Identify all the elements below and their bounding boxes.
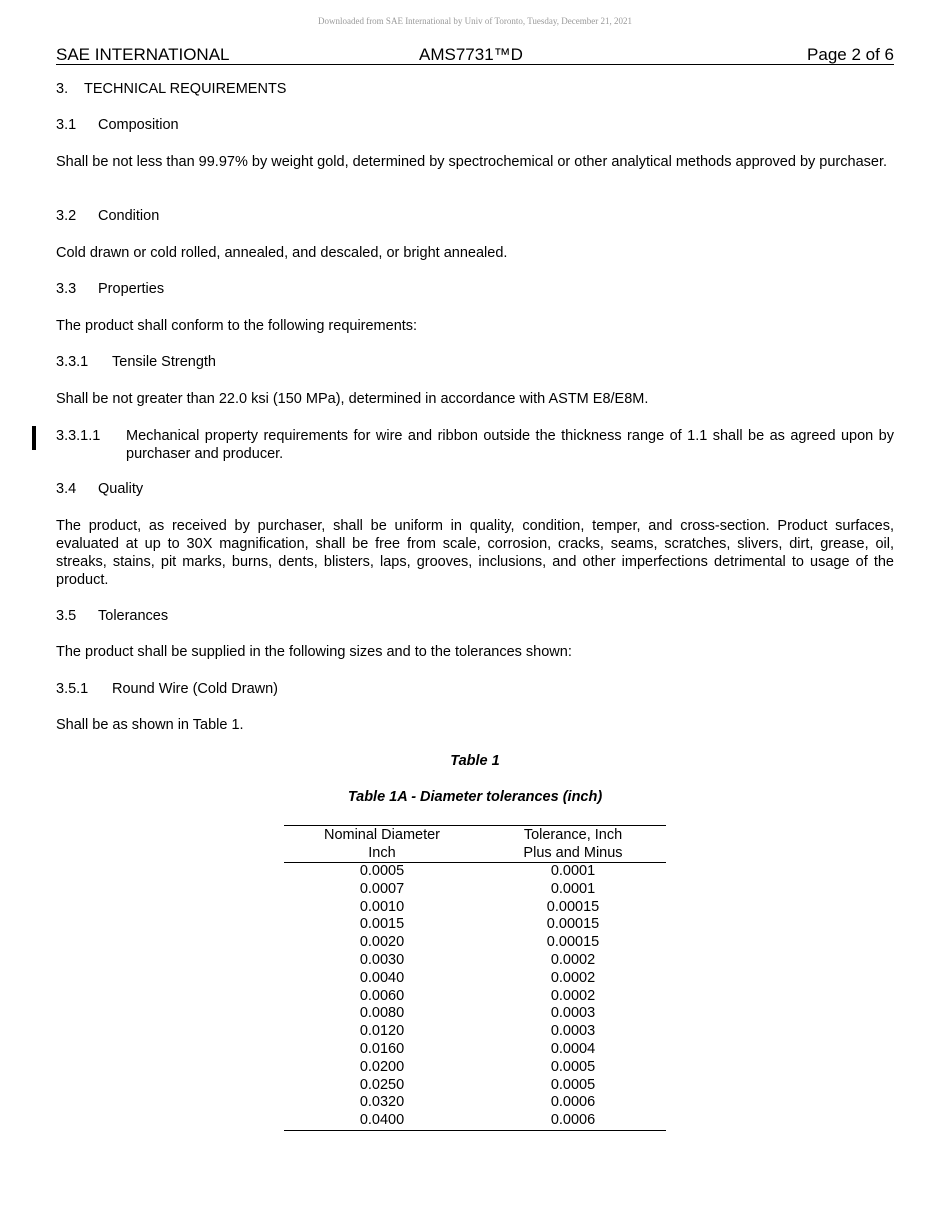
header-line: Inch: [368, 845, 396, 861]
table-row: [284, 1005, 666, 1023]
cell-tolerance: 0.0005: [550, 1058, 596, 1075]
download-watermark: Downloaded from SAE International by Univ of Toronto, Tuesday, December 21, 2021: [317, 16, 633, 26]
table-row: [284, 1112, 666, 1130]
table-row: [284, 952, 666, 970]
header-page-number: Page 2 of 6: [807, 45, 894, 64]
section-3-3-heading: [56, 280, 894, 298]
section-3-2-text: Cold drawn or cold rolled, annealed, and descaled, or bright annealed.: [56, 245, 508, 261]
section-3-1-heading: [56, 116, 894, 134]
section-number: 3.5.1: [56, 681, 89, 697]
cell-tolerance: 0.0002: [550, 987, 596, 1004]
section-3-5-text: The product shall be supplied in the following sizes and to the tolerances shown:: [56, 644, 572, 660]
table-row: [284, 881, 666, 899]
cell-tolerance: 0.0002: [550, 969, 596, 986]
section-3-5-1-heading: [56, 680, 894, 698]
header-doc-id: AMS7731™D: [419, 45, 523, 64]
section-3-3-1-1-text: Mechanical property requirements for wire and ribbon outside the thickness range of 1.1 shall be as agreed upon by purchaser and producer.: [126, 428, 894, 462]
section-3-heading: [56, 80, 894, 98]
table-row: [284, 1094, 666, 1112]
table-row: [284, 988, 666, 1006]
column-header-tolerance: [480, 826, 666, 863]
column-header-nominal-diameter: [284, 826, 480, 863]
cell-nominal-diameter: 0.0120: [359, 1023, 405, 1040]
table-subcaption: Table 1A - Diameter tolerances (inch): [347, 789, 603, 805]
page-header: [56, 45, 894, 65]
section-3-5-1-text: Shall be as shown in Table 1.: [56, 717, 244, 733]
section-3-4-heading: [56, 480, 894, 498]
cell-nominal-diameter: 0.0030: [359, 951, 405, 968]
cell-tolerance: 0.0003: [550, 1005, 596, 1022]
cell-tolerance: 0.00015: [546, 898, 600, 915]
section-3-3-1-heading: [56, 353, 894, 371]
cell-nominal-diameter: 0.0007: [359, 880, 405, 897]
cell-nominal-diameter: 0.0040: [359, 969, 405, 986]
table-row: [284, 1023, 666, 1041]
cell-nominal-diameter: 0.0160: [359, 1040, 405, 1057]
cell-tolerance: 0.0006: [480, 1112, 666, 1130]
cell-tolerance: 0.0004: [550, 1040, 596, 1057]
cell-nominal-diameter: 0.0015: [359, 916, 405, 933]
section-number: 3.4: [56, 481, 77, 497]
section-title: Quality: [98, 481, 144, 497]
header-line: Tolerance, Inch: [523, 827, 623, 843]
cell-nominal-diameter: 0.0020: [359, 934, 405, 951]
section-number: 3.3: [56, 281, 77, 297]
cell-nominal-diameter: 0.0200: [359, 1058, 405, 1075]
cell-tolerance: 0.0006: [550, 1094, 596, 1111]
section-title: Condition: [98, 208, 160, 224]
section-number: 3.2: [56, 208, 77, 224]
section-3-4-text: The product, as received by purchaser, shall be uniform in quality, condition, temper, and cross-section. Product surfaces, evaluated at up to 30X magnification, shall be free from scale, corrosion, cracks, seams, scratches, slivers, dirt, grease, oil, streaks, stains, pit marks, burns, dents, blisters, laps, grooves, inclusions, and other imperfections detrimental to usage of the product.: [56, 518, 894, 588]
section-title: Composition: [98, 117, 179, 133]
section-3-3-1-1: [56, 427, 894, 463]
table-row: [284, 899, 666, 917]
section-title: Tensile Strength: [112, 354, 216, 370]
table-row: [284, 934, 666, 952]
revision-change-bar: [32, 426, 36, 450]
table-caption: Table 1: [450, 753, 500, 769]
cell-tolerance: 0.0005: [550, 1076, 596, 1093]
table-header-row: [284, 826, 666, 863]
header-line: Plus and Minus: [523, 845, 623, 861]
section-number: 3.: [56, 81, 69, 97]
section-3-2-heading: [56, 207, 894, 225]
section-title: Tolerances: [98, 608, 169, 624]
diameter-tolerance-table: [284, 825, 666, 1131]
cell-nominal-diameter: 0.0005: [359, 863, 405, 879]
table-row: [284, 863, 666, 881]
cell-tolerance: 0.0003: [550, 1023, 596, 1040]
table-row: [284, 916, 666, 934]
cell-tolerance: 0.0002: [550, 951, 596, 968]
section-title: Properties: [98, 281, 165, 297]
table-row: [284, 1041, 666, 1059]
cell-tolerance: 0.0001: [550, 863, 596, 879]
section-number: 3.1: [56, 117, 77, 133]
cell-nominal-diameter: 0.0320: [359, 1094, 405, 1111]
cell-nominal-diameter: 0.0010: [359, 898, 405, 915]
cell-nominal-diameter: 0.0060: [359, 987, 405, 1004]
section-number: 3.3.1.1: [56, 428, 101, 444]
table-row: [284, 1077, 666, 1095]
section-title: TECHNICAL REQUIREMENTS: [84, 81, 287, 97]
section-3-1-text: Shall be not less than 99.97% by weight gold, determined by spectrochemical or other analytical methods approved by purchaser.: [56, 154, 888, 170]
section-3-3-text: The product shall conform to the following requirements:: [56, 318, 418, 334]
cell-tolerance: 0.00015: [546, 916, 600, 933]
header-org: SAE INTERNATIONAL: [56, 45, 230, 64]
section-number: 3.3.1: [56, 354, 89, 370]
cell-nominal-diameter: 0.0250: [359, 1076, 405, 1093]
section-3-5-heading: [56, 607, 894, 625]
table-row: [284, 1059, 666, 1077]
cell-tolerance: 0.00015: [546, 934, 600, 951]
table-row: [284, 970, 666, 988]
section-3-3-1-text: Shall be not greater than 22.0 ksi (150 MPa), determined in accordance with ASTM E8/E8M.: [56, 391, 649, 407]
header-line: Nominal Diameter: [323, 827, 441, 843]
cell-nominal-diameter: 0.0080: [359, 1005, 405, 1022]
section-title: Round Wire (Cold Drawn): [112, 681, 278, 697]
section-number: 3.5: [56, 608, 77, 624]
cell-nominal-diameter: 0.0400: [284, 1112, 480, 1130]
cell-tolerance: 0.0001: [550, 880, 596, 897]
